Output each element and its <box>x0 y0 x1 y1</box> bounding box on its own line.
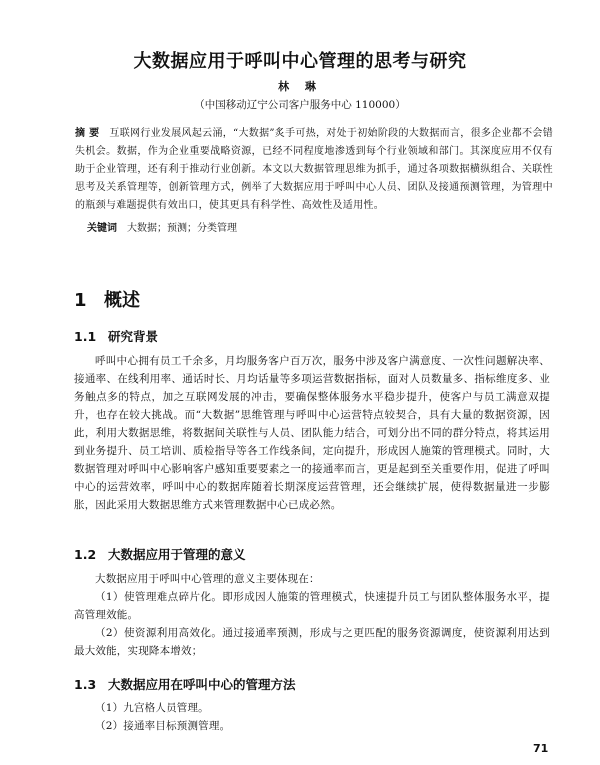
section-1-3-item-1: （1）九宫格人员管理。 <box>95 702 209 714</box>
keywords-text: 大数据；预测；分类管理 <box>127 223 237 234</box>
section-1-3-item-2: （2）接通率目标预测管理。 <box>95 720 231 732</box>
keywords-label: 关键词 <box>87 223 117 234</box>
section-1-2-item-2: （2）使资源利用高效化。通过接通率预测，形成与之更匹配的服务资源调度，使资源利用达到最大效能，实现降本增效； <box>74 627 550 657</box>
section-1-1-heading <box>74 327 158 345</box>
section-1-2-intro: 大数据应用于呼叫中心管理的意义主要体现在： <box>95 573 320 585</box>
section-1-2-heading <box>74 545 246 563</box>
section-1-3-body <box>74 699 550 735</box>
section-1-3-title: 大数据应用在呼叫中心的管理方法 <box>108 677 296 692</box>
section-1-1-title: 研究背景 <box>108 329 159 344</box>
section-1-title: 概述 <box>104 290 140 311</box>
author-affiliation: （中国移动辽宁公司客户服务中心 110000） <box>194 99 406 111</box>
paper-title: 大数据应用于呼叫中心管理的思考与研究 <box>133 51 467 72</box>
author-name: 林 琳 <box>278 80 322 93</box>
section-1-3-heading <box>74 675 296 693</box>
section-1-2-body <box>74 570 550 660</box>
section-1-1-paragraph: 呼叫中心拥有员工千余多，月均服务客户百万次，服务中涉及客户满意度、一次性问题解决率、接通率、在线利用率、通话时长、月均话量等多项运营数据指标，面对人员数量多、指标维度多、业务触点多的特点，加之互联网发展的冲击，要确保整体服务水平稳步提升，使客户与员工满意双提升，也存在较大挑战。而“大数据”思维管理与呼叫中心运营特点较契合，具有大量的数据资源，因此，利用大数据思维，将数据间关联性与人员、团队能力结合，可划分出不同的群分特点，将其运用到业务提升、员工培训、质检指导等各工作线条间，定向提升，形成因人施策的管理模式。同时，大数据管理对呼叫中心影响客户感知重要要素之一的接通率而言，更是起到至关重要作用，促进了呼叫中心的运营效率，呼叫中心的数据库随着长期深度运营管理，还会继续扩展，使得数据量进一步膨胀，因此采用大数据思维方式来管理数据中心已成必然。 <box>74 355 550 511</box>
section-1-number: 1 <box>74 290 87 311</box>
abstract-label: 摘 要 <box>75 128 100 139</box>
section-1-1-number: 1.1 <box>74 329 97 344</box>
section-1-2-title: 大数据应用于管理的意义 <box>108 547 246 562</box>
section-1-2-number: 1.2 <box>74 547 97 562</box>
section-1-2-item-1: （1）使管理难点碎片化。即形成因人施策的管理模式，快速提升员工与团队整体服务水平，提高管理效能。 <box>74 591 550 621</box>
page-number: 71 <box>533 742 549 755</box>
abstract <box>75 125 553 215</box>
section-1-1-body <box>74 352 550 514</box>
abstract-text: 互联网行业发展风起云涌，“大数据”炙手可热，对处于初始阶段的大数据而言，很多企业都不会错失机会。数据，作为企业重要战略资源，已经不同程度地渗透到每个行业领域和部门。其深度应用不仅有助于企业管理，还有利于推动行业创新。本文以大数据管理思维为抓手，通过各项数据横纵组合、关联性思考及关系管理等，创新管理方式，例举了大数据应用于呼叫中心人员、团队及接通预测管理，为管理中的瓶颈与难题提供有效出口，使其更具有科学性、高效性及适用性。 <box>75 128 553 211</box>
section-1-heading <box>74 286 140 312</box>
section-1-3-number: 1.3 <box>74 677 97 692</box>
keywords <box>87 219 547 234</box>
